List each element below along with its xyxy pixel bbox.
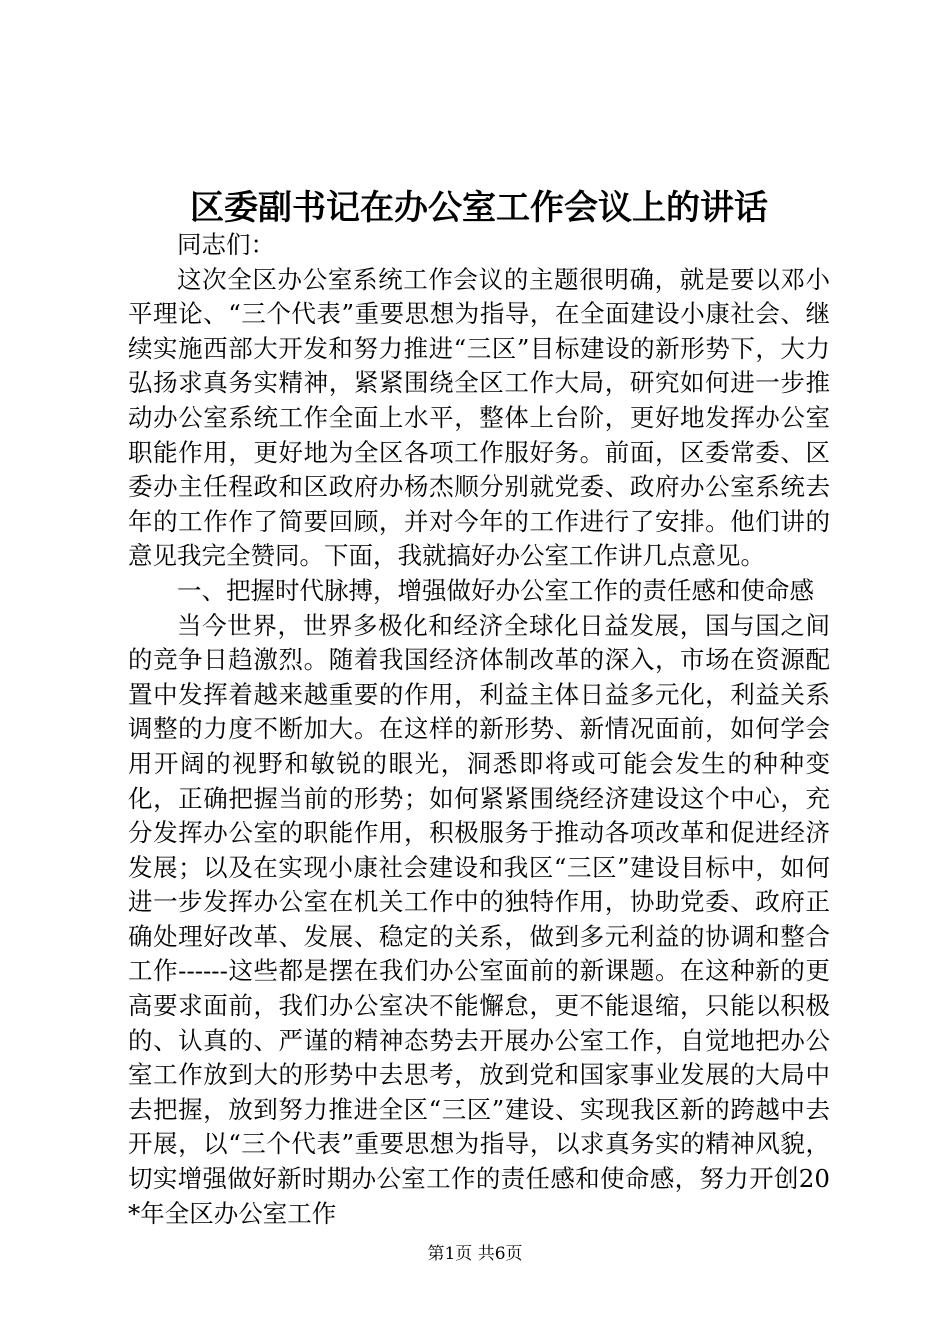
salutation: 同志们：	[177, 230, 275, 259]
document-body	[128, 228, 830, 1231]
section-heading-1: 一、把握时代脉搏，增强做好办公室工作的责任感和使命感	[177, 575, 814, 605]
document-title: 区委副书记在办公室工作会议上的讲话	[190, 188, 768, 228]
paragraph-intro: 这次全区办公室系统工作会议的主题很明确，就是要以邓小平理论、“三个代表”重要思想为指导，在全面建设小康社会、继续实施西部大开发和努力推进“三区”目标建设的新形势下，大力弘扬求真务实精神，紧紧围绕全区工作大局，研究如何进一步推动办公室系统工作全面上水平，整体上台阶，更好地发挥办公室职能作用，更好地为全区各项工作服好务。前面，区委常委、区委办主任程政和区政府办杨杰顺分别就党委、政府办公室系统去年的工作作了简要回顾，并对今年的工作进行了安排。他们讲的意见我完全赞同。下面，我就搞好办公室工作讲几点意见。	[128, 264, 830, 571]
page-footer: 第1页 共6页	[427, 1244, 523, 1264]
paragraph-section-1: 当今世界，世界多极化和经济全球化日益发展，国与国之间的竞争日趋激烈。随着我国经济体制改革的深入，市场在资源配置中发挥着越来越重要的作用，利益主体日益多元化，利益关系调整的力度不断加大。在这样的新形势、新情况面前，如何学会用开阔的视野和敏锐的眼光，洞悉即将或可能会发生的种种变化，正确把握当前的形势；如何紧紧围绕经济建设这个中心，充分发挥办公室的职能作用，积极服务于推动各项改革和促进经济发展；以及在实现小康社会建设和我区“三区”建设目标中，如何进一步发挥办公室在机关工作中的独特作用，协助党委、政府正确处理好改革、发展、稳定的关系，做到多元利益的协调和整合工作------这些都是摆在我们办公室面前的新课题。在这种新的更高要求面前，我们办公室决不能懈怠，更不能退缩，只能以积极的、认真的、严谨的精神态势去开展办公室工作，自觉地把办公室工作放到大的形势中去思考，放到党和国家事业发展的大局中去把握，放到努力推进全区“三区”建设、实现我区新的跨越中去开展，以“三个代表”重要思想为指导，以求真务实的精神风貌，切实增强做好新时期办公室工作的责任感和使命感，努力开创20*年全区办公室工作	[128, 610, 830, 1228]
